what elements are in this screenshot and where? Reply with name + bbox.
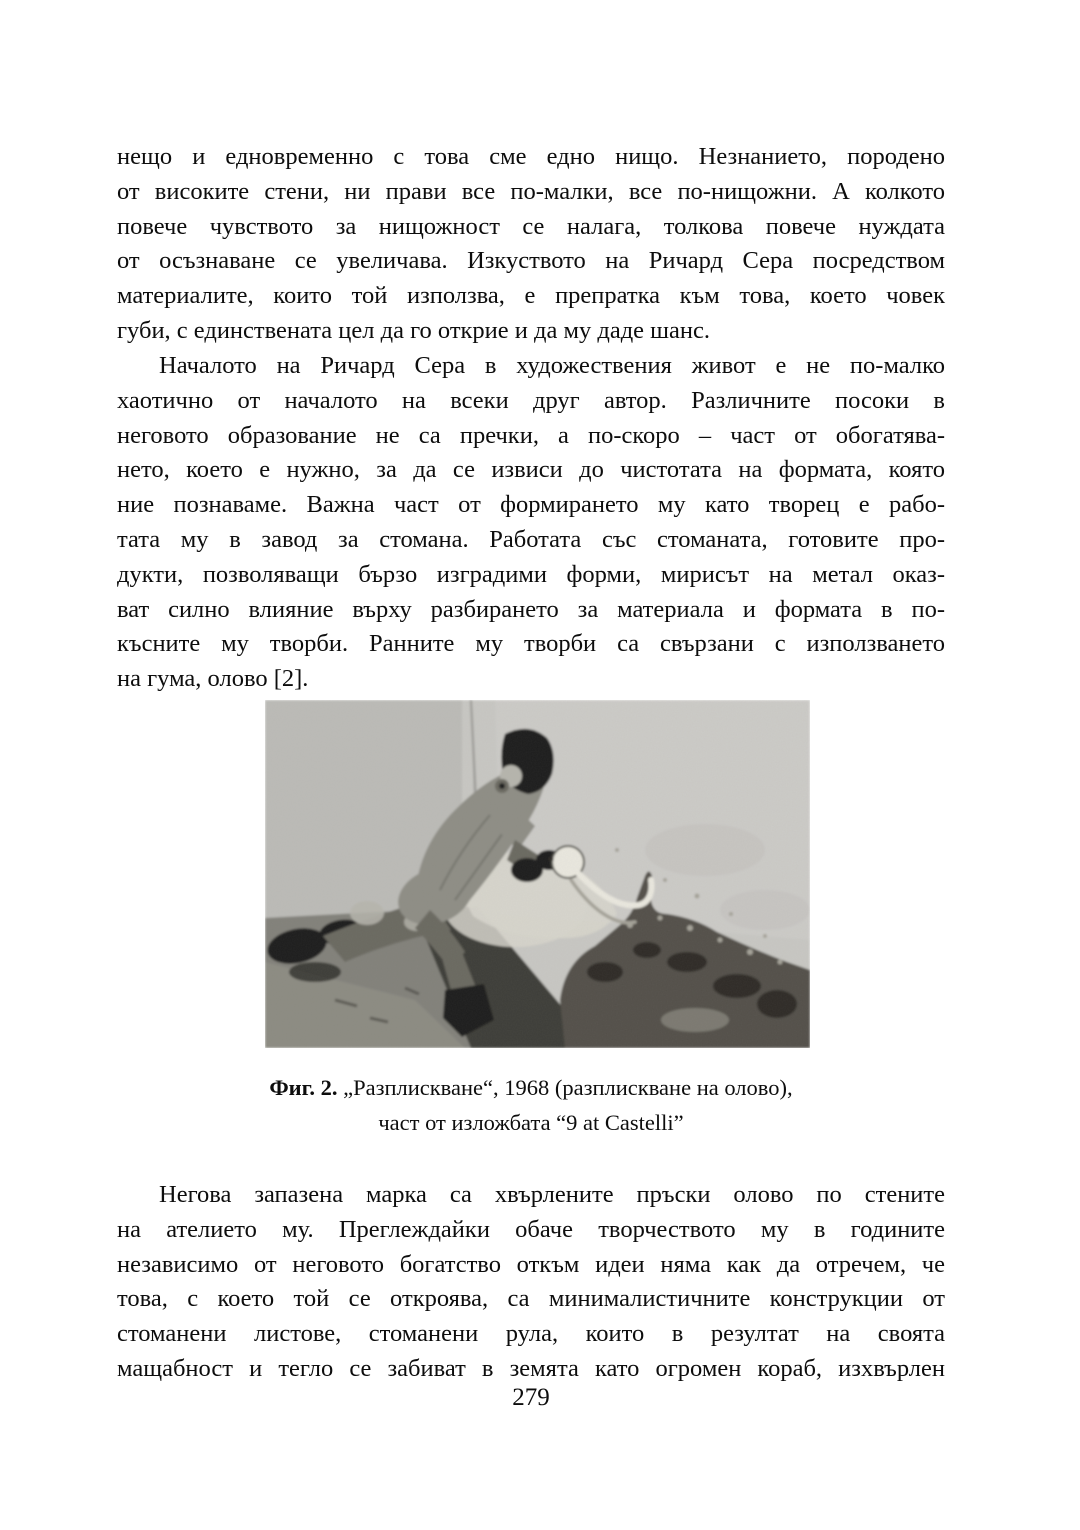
paragraph-2	[117, 349, 945, 697]
text-line: дукти, позволяващи бързо изградими форми, мирисът на метал оказ-	[117, 560, 945, 588]
figure-caption	[117, 1070, 945, 1140]
text-line: на гума, олово [2].	[117, 665, 309, 693]
text-line: хаотично от началото на всеки друг автор. Различните посоки в	[117, 386, 945, 414]
photo-grain-overlay	[265, 700, 810, 1048]
text-line: стоманени листове, стоманени рула, които в резултат на своята	[117, 1320, 945, 1348]
lead-splashing-photo	[265, 700, 810, 1048]
text-line: независимо от неговото богатство откъм идеи няма как да отречем, че	[117, 1250, 945, 1278]
caption-line-2: част от изложбата “9 at Castelli”	[378, 1110, 684, 1135]
text-line: нещо и едновременно с това сме едно нищо. Незнанието, породено	[117, 143, 945, 170]
text-line: Негова запазена марка са хвърлените пръски олово по стените	[159, 1181, 945, 1208]
text-line: повече чувството за нищожност се налага, толкова повече нуждата	[117, 212, 945, 240]
page-number: 279	[512, 1384, 550, 1411]
text-line: нето, което е нужно, за да се извиси до чистотата на формата, която	[117, 456, 945, 484]
text-line: късните му творби. Ранните му творби са свързани с използването	[117, 630, 945, 658]
text-line: тата му в завод за стомана. Работата със стоманата, готовите про-	[117, 525, 945, 553]
text-line: от осъзнаване се увеличава. Изкуството на Ричард Сера посредством	[117, 247, 945, 275]
text-line: ние познаваме. Важна част от формирането му като творец е рабо-	[117, 491, 945, 519]
text-line: ват силно влияние върху разбирането за материала и формата в по-	[117, 595, 945, 623]
paragraph-1	[117, 140, 945, 349]
text-line: от високите стени, ни прави все по-малки, все по-нищожни. А колкото	[117, 177, 945, 205]
text-line: материалите, които той използва, е препратка към това, което човек	[117, 282, 945, 310]
text-line: мащабност и тегло се забиват в земята като огромен кораб, изхвърлен	[117, 1354, 945, 1382]
text-line: неговото образование не са пречки, а по-скоро – част от обогатява-	[117, 421, 945, 449]
caption-text-1: „Разплискване“, 1968 (разплискване на олово),	[337, 1075, 793, 1100]
caption-line-1	[117, 1070, 945, 1105]
text-line: на ателието му. Преглеждайки обаче творчеството му в годините	[117, 1215, 945, 1243]
figure-photo	[265, 700, 810, 1048]
caption-label: Фиг. 2.	[269, 1075, 338, 1100]
paragraph-3	[117, 1178, 945, 1387]
text-line: губи, с единствената цел да го открие и да му даде шанс.	[117, 316, 711, 344]
text-line: Началото на Ричард Сера в художествения живот е не по-малко	[159, 352, 945, 379]
text-line: това, с което той се откроява, са минималистичните конструкции от	[117, 1285, 945, 1313]
